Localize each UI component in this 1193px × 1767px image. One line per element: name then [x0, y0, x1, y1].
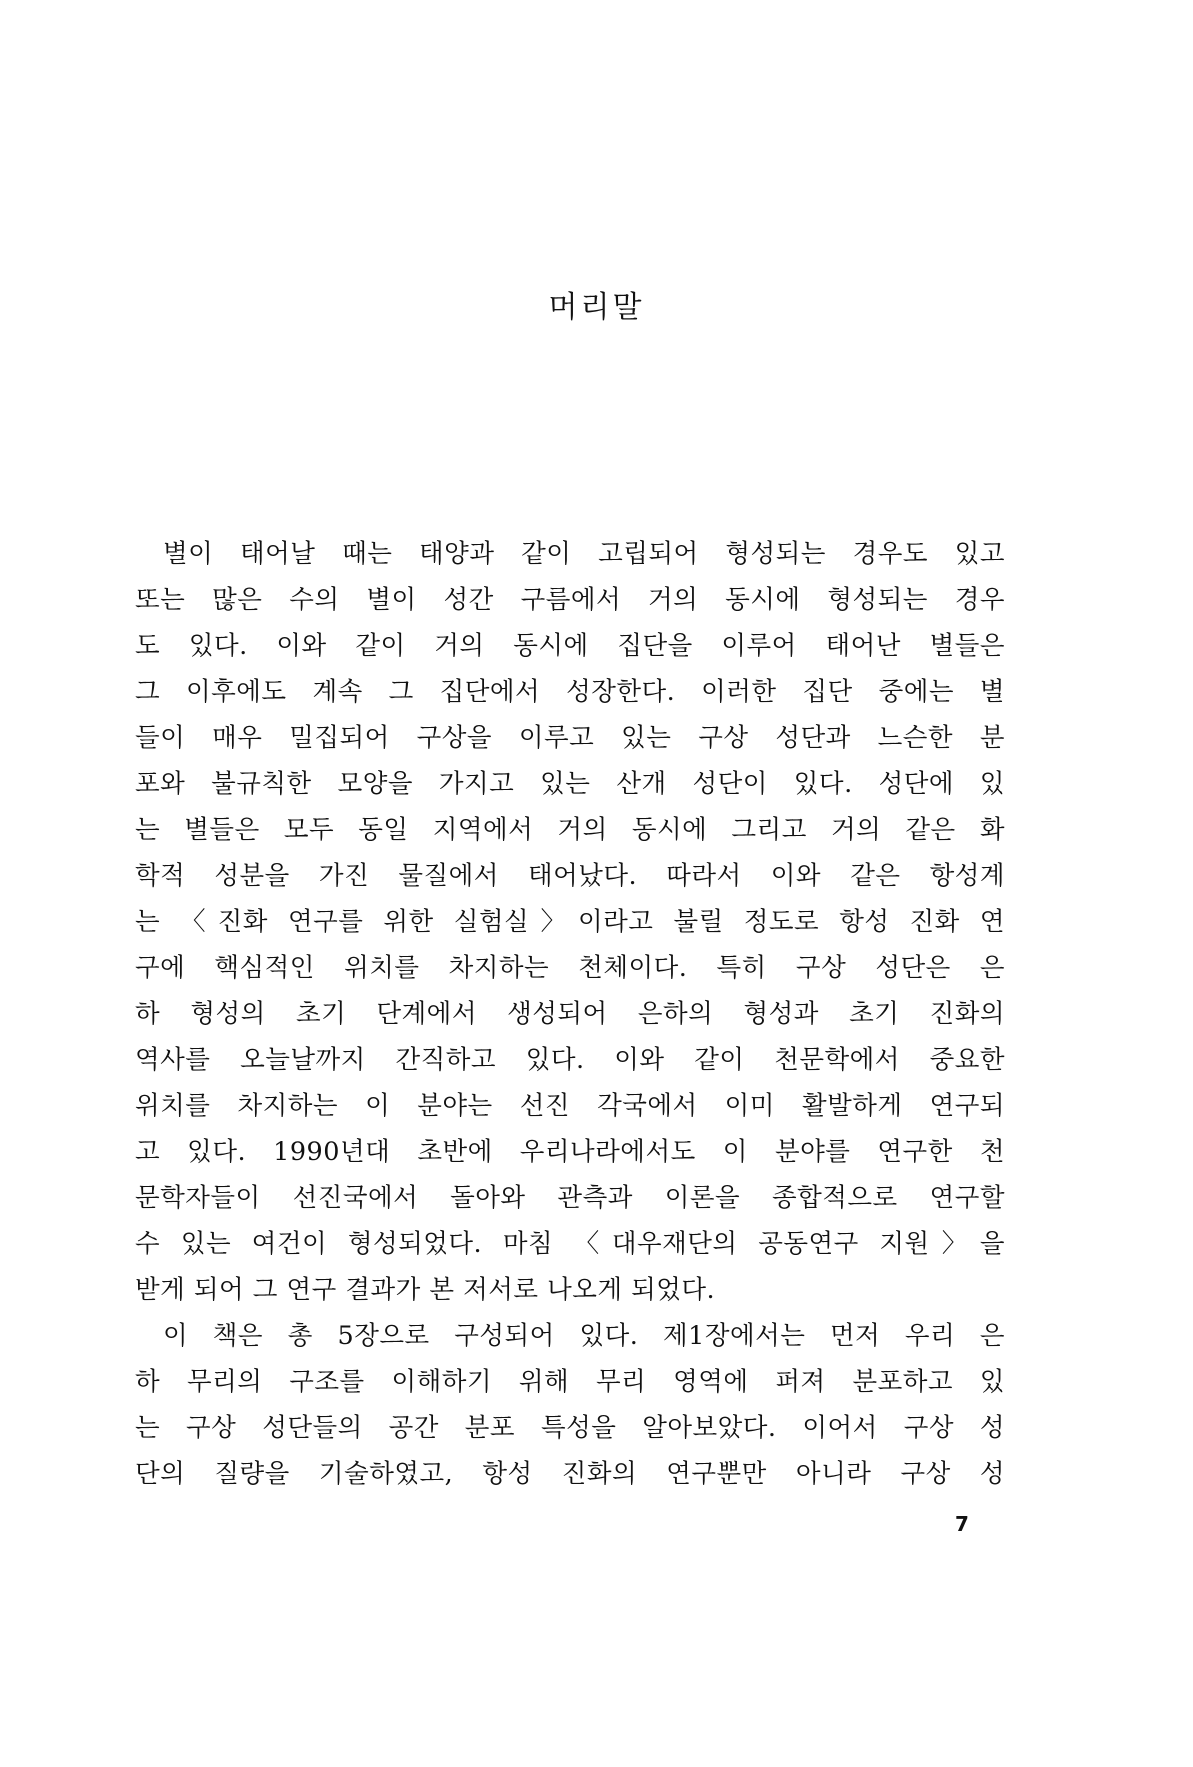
page-number: 7	[955, 1512, 969, 1536]
text-line: 하 형성의 초기 단계에서 생성되어 은하의 형성과 초기 진화의	[135, 999, 1005, 1029]
text-line: 고 있다. 1990년대 초반에 우리나라에서도 이 분야를 연구한 천	[135, 1137, 1005, 1167]
text-line: 위치를 차지하는 이 분야는 선진 각국에서 이미 활발하게 연구되	[135, 1091, 1005, 1121]
text-line: 단의 질량을 기술하였고, 항성 진화의 연구뿐만 아니라 구상 성	[135, 1459, 1005, 1489]
text-line: 학적 성분을 가진 물질에서 태어났다. 따라서 이와 같은 항성계	[135, 861, 1005, 891]
text-line: 역사를 오늘날까지 간직하고 있다. 이와 같이 천문학에서 중요한	[135, 1045, 1005, 1075]
text-line: 는 구상 성단들의 공간 분포 특성을 알아보았다. 이어서 구상 성	[135, 1413, 1005, 1443]
text-line: 하 무리의 구조를 이해하기 위해 무리 영역에 퍼져 분포하고 있	[135, 1367, 1005, 1397]
text-line: 별이 태어날 때는 태양과 같이 고립되어 형성되는 경우도 있고	[163, 539, 1005, 569]
page-title: 머리말	[548, 290, 645, 326]
body-text	[135, 531, 1005, 1497]
text-line: 그 이후에도 계속 그 집단에서 성장한다. 이러한 집단 중에는 별	[135, 677, 1005, 707]
text-line: 는 별들은 모두 동일 지역에서 거의 동시에 그리고 거의 같은 화	[135, 815, 1005, 845]
text-line: 받게 되어 그 연구 결과가 본 저서로 나오게 되었다.	[135, 1275, 716, 1305]
text-line: 도 있다. 이와 같이 거의 동시에 집단을 이루어 태어난 별들은	[135, 631, 1005, 661]
text-line: 수 있는 여건이 형성되었다. 마침 〈대우재단의 공동연구 지원〉을	[135, 1229, 1005, 1259]
text-line: 들이 매우 밀집되어 구상을 이루고 있는 구상 성단과 느슨한 분	[135, 723, 1005, 753]
text-line: 이 책은 총 5장으로 구성되어 있다. 제1장에서는 먼저 우리 은	[163, 1321, 1005, 1351]
text-line: 또는 많은 수의 별이 성간 구름에서 거의 동시에 형성되는 경우	[135, 585, 1005, 615]
text-line: 구에 핵심적인 위치를 차지하는 천체이다. 특히 구상 성단은 은	[135, 953, 1005, 983]
text-line: 포와 불규칙한 모양을 가지고 있는 산개 성단이 있다. 성단에 있	[135, 769, 1005, 799]
text-line: 는 〈진화 연구를 위한 실험실〉이라고 불릴 정도로 항성 진화 연	[135, 907, 1005, 937]
text-line: 문학자들이 선진국에서 돌아와 관측과 이론을 종합적으로 연구할	[135, 1183, 1005, 1213]
